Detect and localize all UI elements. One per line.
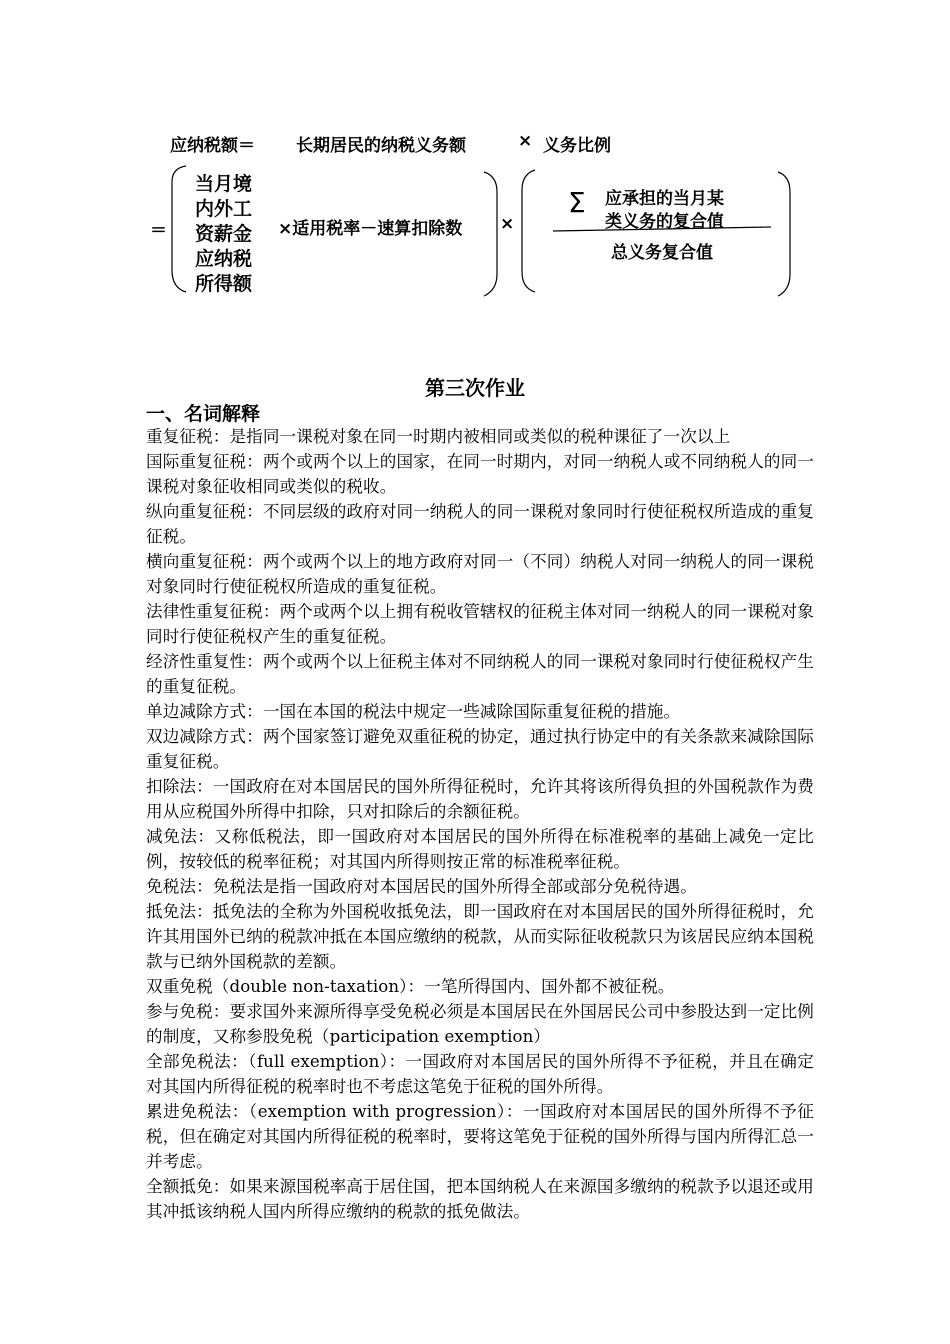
formula-term2: 义务比例 (543, 136, 611, 156)
formula-times2: × (500, 214, 515, 234)
definition-entry: 全部免税法：（full exemption）：一国政府对本国居民的国外所得不予征税，并且在确定对其国内所得征税的税率时也不考虑这笔免于征税的国外所得。 (146, 1052, 814, 1096)
tax-formula (0, 0, 950, 330)
definition-entry: 纵向重复征税：不同层级的政府对同一纳税人的同一课税对象同时行使征税权所造成的重复征税。 (146, 502, 814, 546)
numerator-line: 类义务的复合值 (605, 212, 724, 232)
definition-entry: 国际重复征税：两个或两个以上的国家，在同一时期内，对同一纳税人或不同纳税人的同一课税对象征收相同或类似的税收。 (146, 452, 814, 496)
section-heading: 一、名词解释 (146, 403, 261, 425)
definition-entry: 免税法：免税法是指一国政府对本国居民的国外所得全部或部分免税待遇。 (146, 877, 697, 896)
definition-entry: 全额抵免：如果来源国税率高于居住国，把本国纳税人在来源国多缴纳的税款予以退还或用其冲抵该纳税人国内所得应缴纳的税款的抵免做法。 (146, 1177, 814, 1221)
stack-line: 内外工 (195, 198, 253, 220)
formula-stack (195, 172, 263, 297)
definition-entry: 法律性重复征税：两个或两个以上拥有税收管辖权的征税主体对同一纳税人的同一课税对象同时行使征税权产生的重复征税。 (146, 602, 814, 646)
document-title: 第三次作业 (425, 376, 525, 400)
definition-entry: 扣除法：一国政府在对本国居民的国外所得征税时，允许其将该所得负担的外国税款作为费用从应税国外所得中扣除，只对扣除后的余额征税。 (146, 777, 814, 821)
definition-entry: 累进免税法：（exemption with progression）：一国政府对本国居民的国外所得不予征税，但在确定对其国内所得征税的税率时，要将这笔免于征税的国外所得与国内所得汇总一并考虑。 (146, 1102, 814, 1171)
definition-entry: 减免法：又称低税法，即一国政府对本国居民的国外所得在标准税率的基础上减免一定比例，按较低的税率征税；对其国内所得则按正常的标准税率征税。 (146, 827, 814, 871)
formula-lhs: 应纳税额＝ (170, 136, 255, 156)
definition-entry: 抵免法：抵免法的全称为外国税收抵免法，即一国政府在对本国居民的国外所得征税时，允许其用国外已纳的税款冲抵在本国应缴纳的税款，从而实际征收税款只为该居民应纳本国税款与已纳外国税款的差额。 (146, 902, 814, 971)
definition-entry: 双边减除方式：两个国家签订避免双重征税的协定，通过执行协定中的有关条款来减除国际重复征税。 (146, 727, 814, 771)
numerator-line: 应承担的当月某 (605, 189, 724, 209)
sigma-symbol: Σ (568, 186, 586, 219)
stack-line: 应纳税 (195, 248, 253, 270)
stack-line: 当月境 (195, 173, 253, 195)
denominator: 总义务复合值 (611, 243, 713, 263)
definition-entry: 重复征税：是指同一课税对象在同一时期内被相同或类似的税种课征了一次以上 (146, 427, 731, 446)
formula-times: × (518, 131, 533, 151)
stack-line: 所得额 (195, 273, 253, 295)
stack-line: 资薪金 (195, 223, 253, 245)
formula-term1: 长期居民的纳税义务额 (296, 136, 466, 156)
definition-entry: 双重免税（double non-taxation）：一笔所得国内、国外都不被征税。 (146, 977, 675, 996)
formula-brackets (0, 0, 950, 330)
definition-entry: 横向重复征税：两个或两个以上的地方政府对同一（不同）纳税人对同一纳税人的同一课税对象同时行使征税权所造成的重复征税。 (146, 552, 814, 596)
definition-entry: 单边减除方式：一国在本国的税法中规定一些减除国际重复征税的措施。 (146, 702, 681, 721)
definition-entry: 经济性重复性：两个或两个以上征税主体对不同纳税人的同一课税对象同时行使征税权产生的重复征税。 (146, 652, 814, 696)
formula-equals: ＝ (150, 221, 167, 241)
definitions-list (146, 424, 814, 1224)
formula-middle: ×适用税率－速算扣除数 (278, 219, 463, 239)
definition-entry: 参与免税：要求国外来源所得享受免税必须是本国居民在外国居民公司中参股达到一定比例的制度，又称参股免税（participation exemption） (146, 1002, 814, 1046)
